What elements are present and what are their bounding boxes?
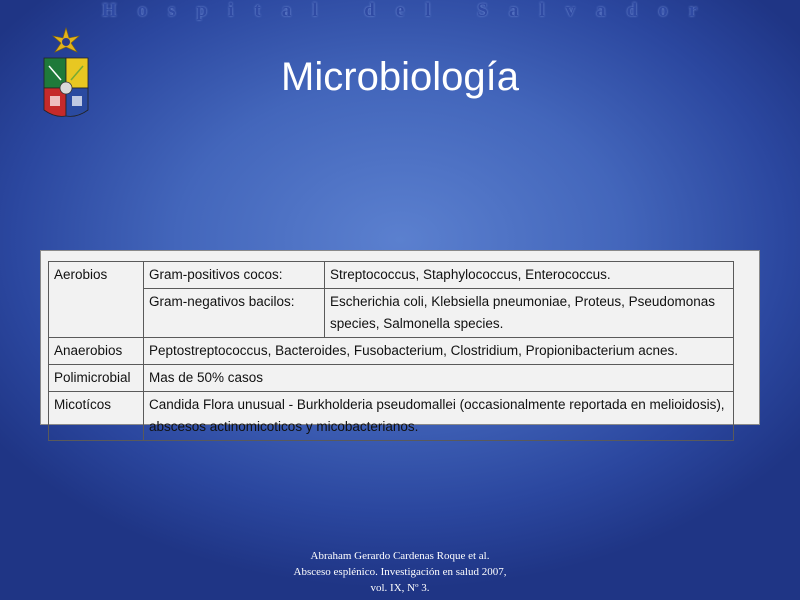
table-cell-group: Anaerobios <box>49 338 144 365</box>
table-row <box>49 338 734 365</box>
microbiology-table <box>48 261 734 441</box>
citation-line: Absceso esplénico. Investigación en salud 2007, <box>293 566 507 578</box>
table-row <box>49 262 734 289</box>
table-cell-detail: Mas de 50% casos <box>144 365 734 392</box>
hospital-header: Hospital del Salvador <box>101 0 719 21</box>
table-cell-group: Polimicrobial <box>49 365 144 392</box>
table-cell-detail: Peptostreptococcus, Bacteroides, Fusobacterium, Clostridium, Propionibacterium acnes. <box>144 338 734 365</box>
citation-footer <box>0 548 800 596</box>
table-cell-detail: Escherichia coli, Klebsiella pneumoniae, Proteus, Pseudomonas species, Salmonella species. <box>325 289 734 338</box>
table-cell-group: Micotícos <box>49 392 144 441</box>
table-cell-subgroup: Gram-positivos cocos: <box>144 262 325 289</box>
table-cell-group: Aerobios <box>49 262 144 338</box>
table-cell-detail: Streptococcus, Staphylococcus, Enterococcus. <box>325 262 734 289</box>
citation-line: Abraham Gerardo Cardenas Roque et al. <box>310 550 490 562</box>
citation-line: vol. IX, Nº 3. <box>370 582 430 594</box>
table-cell-detail: Candida Flora unusual - Burkholderia pseudomallei (occasionalmente reportada en melioidosis), abscesos actinomicoticos y micobacterianos. <box>144 392 734 441</box>
table-row <box>49 392 734 441</box>
microbiology-table-panel <box>40 250 760 434</box>
slide-title: Microbiología <box>281 55 519 99</box>
table-row <box>49 289 734 338</box>
table-row <box>49 365 734 392</box>
table-cell-subgroup: Gram-negativos bacilos: <box>144 289 325 338</box>
